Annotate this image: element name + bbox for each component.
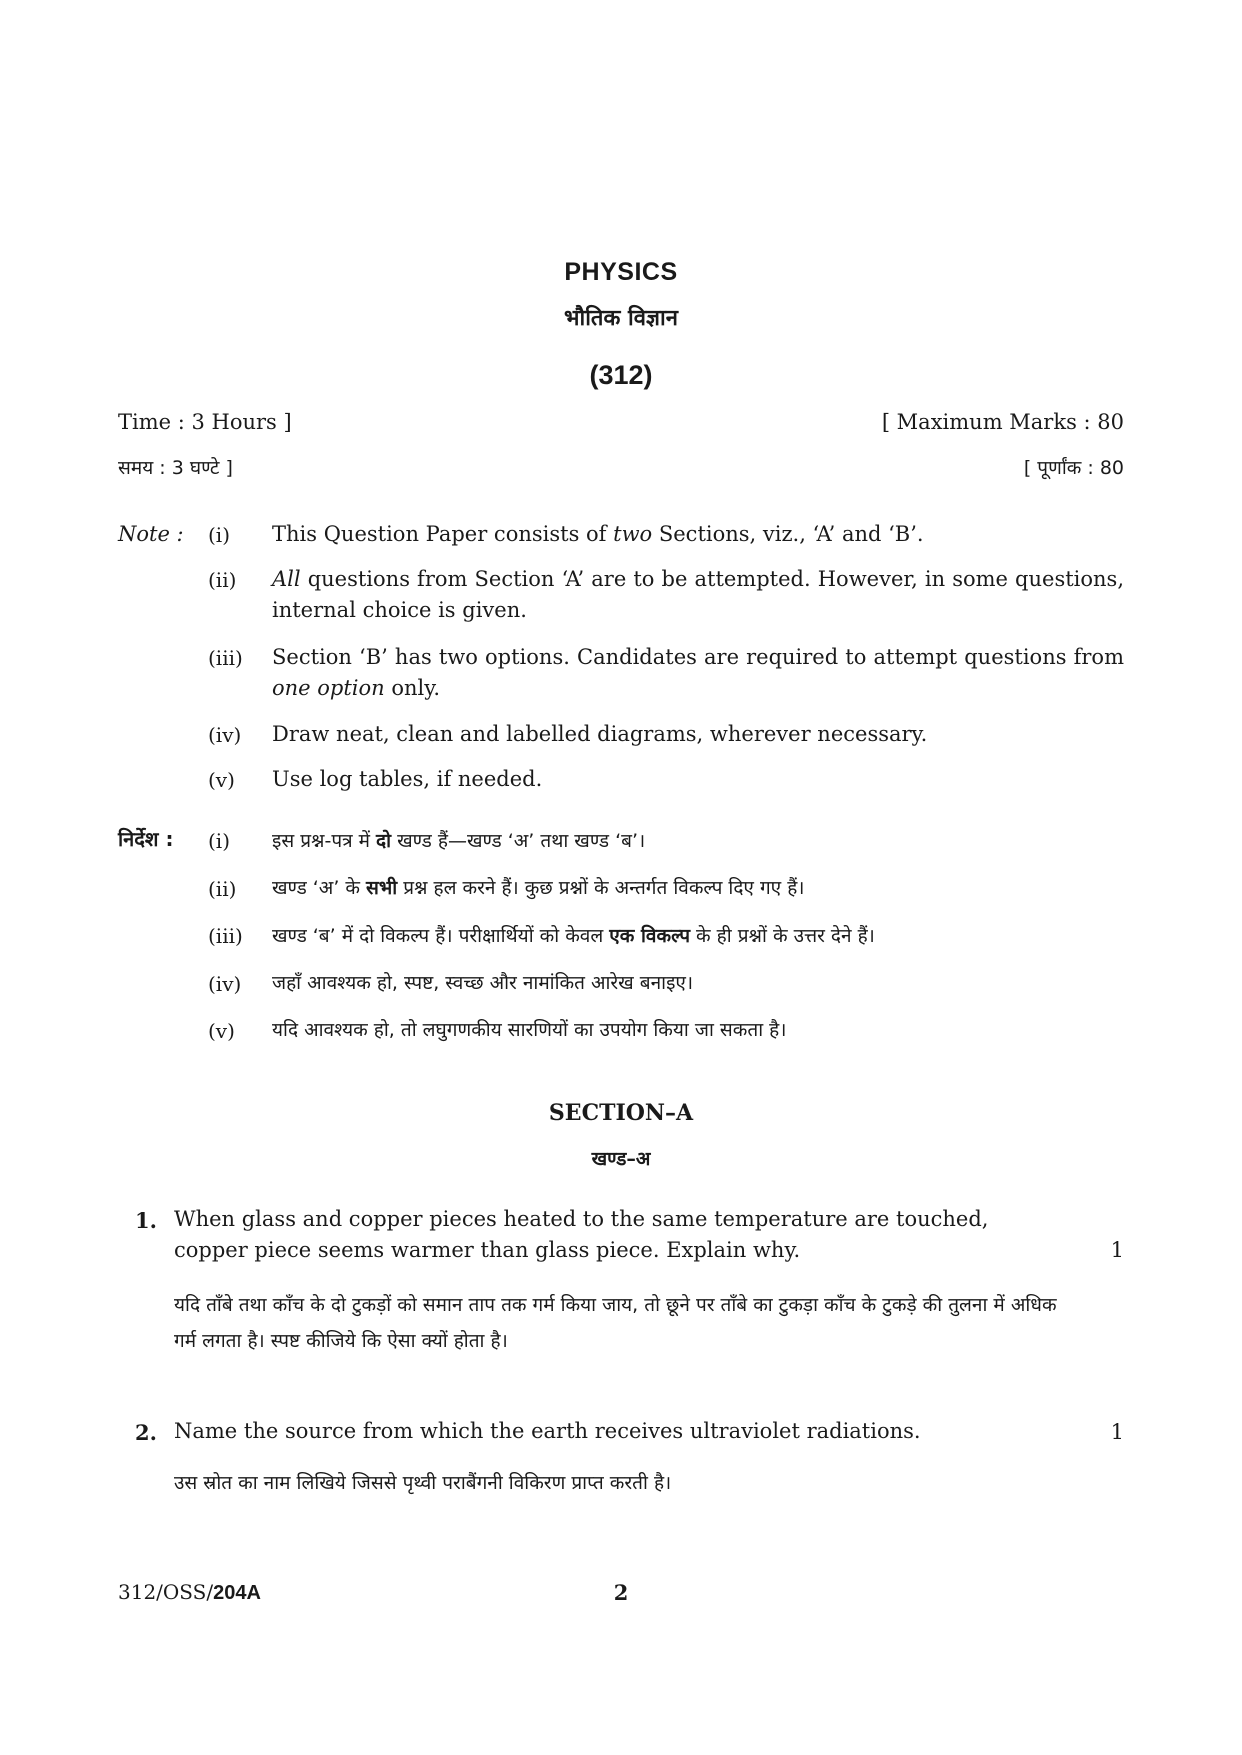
question-text-hindi: उस स्रोत का नाम लिखिये जिससे पृथ्वी पराबैंगनी विकिरण प्राप्त करती है। (174, 1472, 672, 1494)
text-run: खण्ड ‘अ’ के (272, 877, 367, 899)
time-label-hindi: समय : 3 घण्टे ] (118, 457, 233, 479)
note-number: (v) (208, 768, 235, 792)
text-run: यदि आवश्यक हो, तो लघुगणकीय सारणियों का उपयोग किया जा सकता है। (272, 1019, 787, 1041)
note-item-hindi (272, 827, 645, 853)
note-number-hindi: (ii) (208, 877, 237, 901)
note-number: (iii) (208, 646, 243, 670)
note-item (272, 519, 1124, 550)
note-item (272, 764, 1124, 795)
subject-code: (312) (589, 360, 653, 390)
page-number: 2 (613, 1580, 629, 1605)
note-item (272, 564, 1124, 626)
note-item-hindi (272, 874, 805, 900)
section-title-hindi: खण्ड–अ (591, 1148, 651, 1170)
text-run: All (272, 567, 301, 591)
text-run: दो (376, 830, 392, 852)
paper-code-prefix: 312/OSS/ (118, 1580, 214, 1604)
note-label: Note : (118, 522, 184, 546)
subject-title: PHYSICS (564, 258, 678, 286)
note-number-hindi: (iv) (208, 972, 242, 996)
text-run: जहाँ आवश्यक हो, स्पष्ट, स्वच्छ और नामांकित आरेख बनाइए। (272, 972, 694, 994)
text-run: Section ‘B’ has two options. Candidates are required to attempt questions from (272, 645, 1124, 669)
text-run: के ही प्रश्नों के उत्तर देने हैं। (690, 925, 875, 947)
text-run: प्रश्न हल करने हैं। कुछ प्रश्नों के अन्तर्गत विकल्प दिए गए हैं। (397, 877, 805, 899)
text-run: Draw neat, clean and labelled diagrams, wherever necessary. (272, 722, 928, 746)
note-number-hindi: (iii) (208, 924, 243, 948)
text-run: two (613, 522, 653, 546)
text-run: Sections, viz., ‘A’ and ‘B’. (652, 522, 924, 546)
question-marks: 1 (1110, 1420, 1124, 1444)
note-label-hindi: निर्देश : (118, 827, 174, 851)
question-text: When glass and copper pieces heated to the same temperature are touched, copper piece seems warmer than glass piece. Explain why. (174, 1207, 989, 1262)
subject-title-hindi: भौतिक विज्ञान (564, 306, 678, 331)
text-run: खण्ड हैं—खण्ड ‘अ’ तथा खण्ड ‘ब’। (391, 830, 646, 852)
question-number: 2. (135, 1420, 157, 1445)
note-item-hindi (272, 969, 693, 995)
question-text: Name the source from which the earth receives ultraviolet radiations. (174, 1419, 921, 1443)
note-item-hindi (272, 922, 875, 948)
time-label: Time : 3 Hours ] (118, 410, 292, 434)
section-title: SECTION–A (548, 1100, 694, 1126)
note-number-hindi: (v) (208, 1019, 235, 1043)
text-run: सभी (366, 877, 398, 899)
max-marks-label: [ Maximum Marks : 80 (881, 410, 1124, 434)
max-marks-label-hindi: [ पूर्णांक : 80 (1023, 457, 1124, 479)
text-run: This Question Paper consists of (272, 522, 614, 546)
note-number: (i) (208, 523, 231, 547)
note-number: (iv) (208, 723, 242, 747)
question-number: 1. (135, 1208, 157, 1233)
note-item (272, 642, 1124, 704)
question-text-hindi: यदि ताँबे तथा काँच के दो टुकड़ों को समान ताप तक गर्म किया जाय, तो छूने पर ताँबे का टुकड़ा काँच के टुकड़े की तुलना में अधिक गर्म लगता है। स्पष्ट कीजिये कि ऐसा क्यों होता है। (174, 1294, 1057, 1352)
text-run: खण्ड ‘ब’ में दो विकल्प हैं। परीक्षार्थियों को केवल (272, 925, 610, 947)
text-run: एक विकल्प (609, 925, 691, 947)
note-item (272, 719, 1124, 750)
note-number: (ii) (208, 568, 237, 592)
text-run: only. (384, 676, 440, 700)
question-marks: 1 (1110, 1238, 1124, 1262)
text-run: one option (272, 676, 385, 700)
text-run: इस प्रश्न-पत्र में (272, 830, 377, 852)
paper-code-suffix: 204A (213, 1582, 261, 1604)
note-item-hindi (272, 1016, 786, 1042)
note-number-hindi: (i) (208, 829, 231, 853)
text-run: Use log tables, if needed. (272, 767, 543, 791)
text-run: questions from Section ‘A’ are to be attempted. However, in some questions, internal choice is given. (272, 567, 1124, 622)
